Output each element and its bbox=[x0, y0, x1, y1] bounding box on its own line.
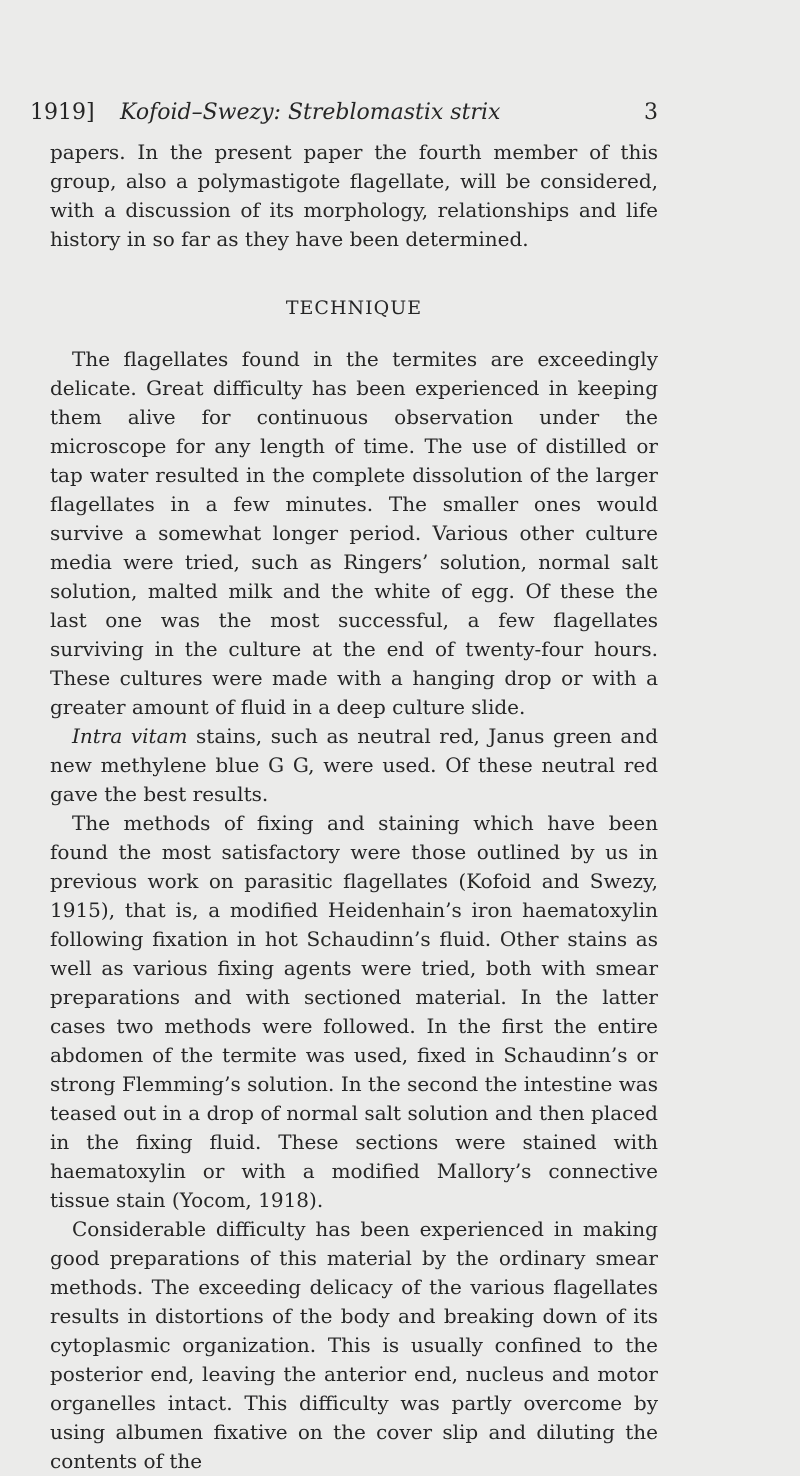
running-head bbox=[30, 100, 658, 134]
paragraph-1: papers. In the present paper the fourth member of this group, also a polymastigote flagellate, will be considered, with a discussion of its morphology, relationships and life history in so far as they have been determined. bbox=[50, 140, 658, 251]
paragraph-2: The flagellates found in the termites are exceedingly delicate. Great difficulty has been experienced in keeping them alive for continuous observation under the microscope for any length of time. The use of distilled or tap water resulted in the complete dissolution of the larger flagellates in a few minutes. The smaller ones would survive a somewhat longer period. Various other culture media were tried, such as Ringers’ solution, normal salt solution, malted milk and the white of egg. Of these the last one was the most successful, a few flagellates surviving in the culture at the end of twenty-four hours. These cultures were made with a hanging drop or with a greater amount of fluid in a deep culture slide. bbox=[50, 347, 658, 719]
paragraph-3: Intra vitam stains, such as neutral red, Janus green and new methylene blue G G, were used. Of these neutral red gave the best results. bbox=[50, 724, 658, 806]
header-title: Kofoid–Swezy: Streblomastix strix bbox=[120, 100, 501, 125]
italic-phrase: Intra vitam bbox=[72, 724, 188, 748]
paragraph-5: Considerable difficulty has been experienced in making good preparations of this material by the ordinary smear methods. The exceeding delicacy of the various flagellates results in distortions of the body and breaking down of its cytoplasmic organization. This is usually confined to the posterior end, leaving the anterior end, nucleus and motor organelles intact. This difficulty was partly overcome by using albumen fixative on the cover slip and diluting the contents of the bbox=[50, 1217, 658, 1473]
body-text bbox=[50, 138, 658, 1476]
paragraph-4: The methods of fixing and staining which have been found the most satisfactory were those outlined by us in previous work on parasitic flagellates (Kofoid and Swezy, 1915), that is, a modified Heidenhain’s iron haematoxylin following fixation in hot Schaudinn’s fluid. Other stains as well as various fixing agents were tried, both with smear preparations and with sectioned material. In the latter cases two methods were followed. In the first the entire abdomen of the termite was used, fixed in Schaudinn’s or strong Flemming’s solution. In the second the intestine was teased out in a drop of normal salt solution and then placed in the fixing fluid. These sections were stained with haematoxylin or with a modified Mallory’s connective tissue stain (Yocom, 1918). bbox=[50, 811, 658, 1212]
page-number: 3 bbox=[644, 100, 658, 125]
header-year: 1919] bbox=[30, 100, 95, 125]
section-heading: TECHNIQUE bbox=[285, 297, 423, 319]
